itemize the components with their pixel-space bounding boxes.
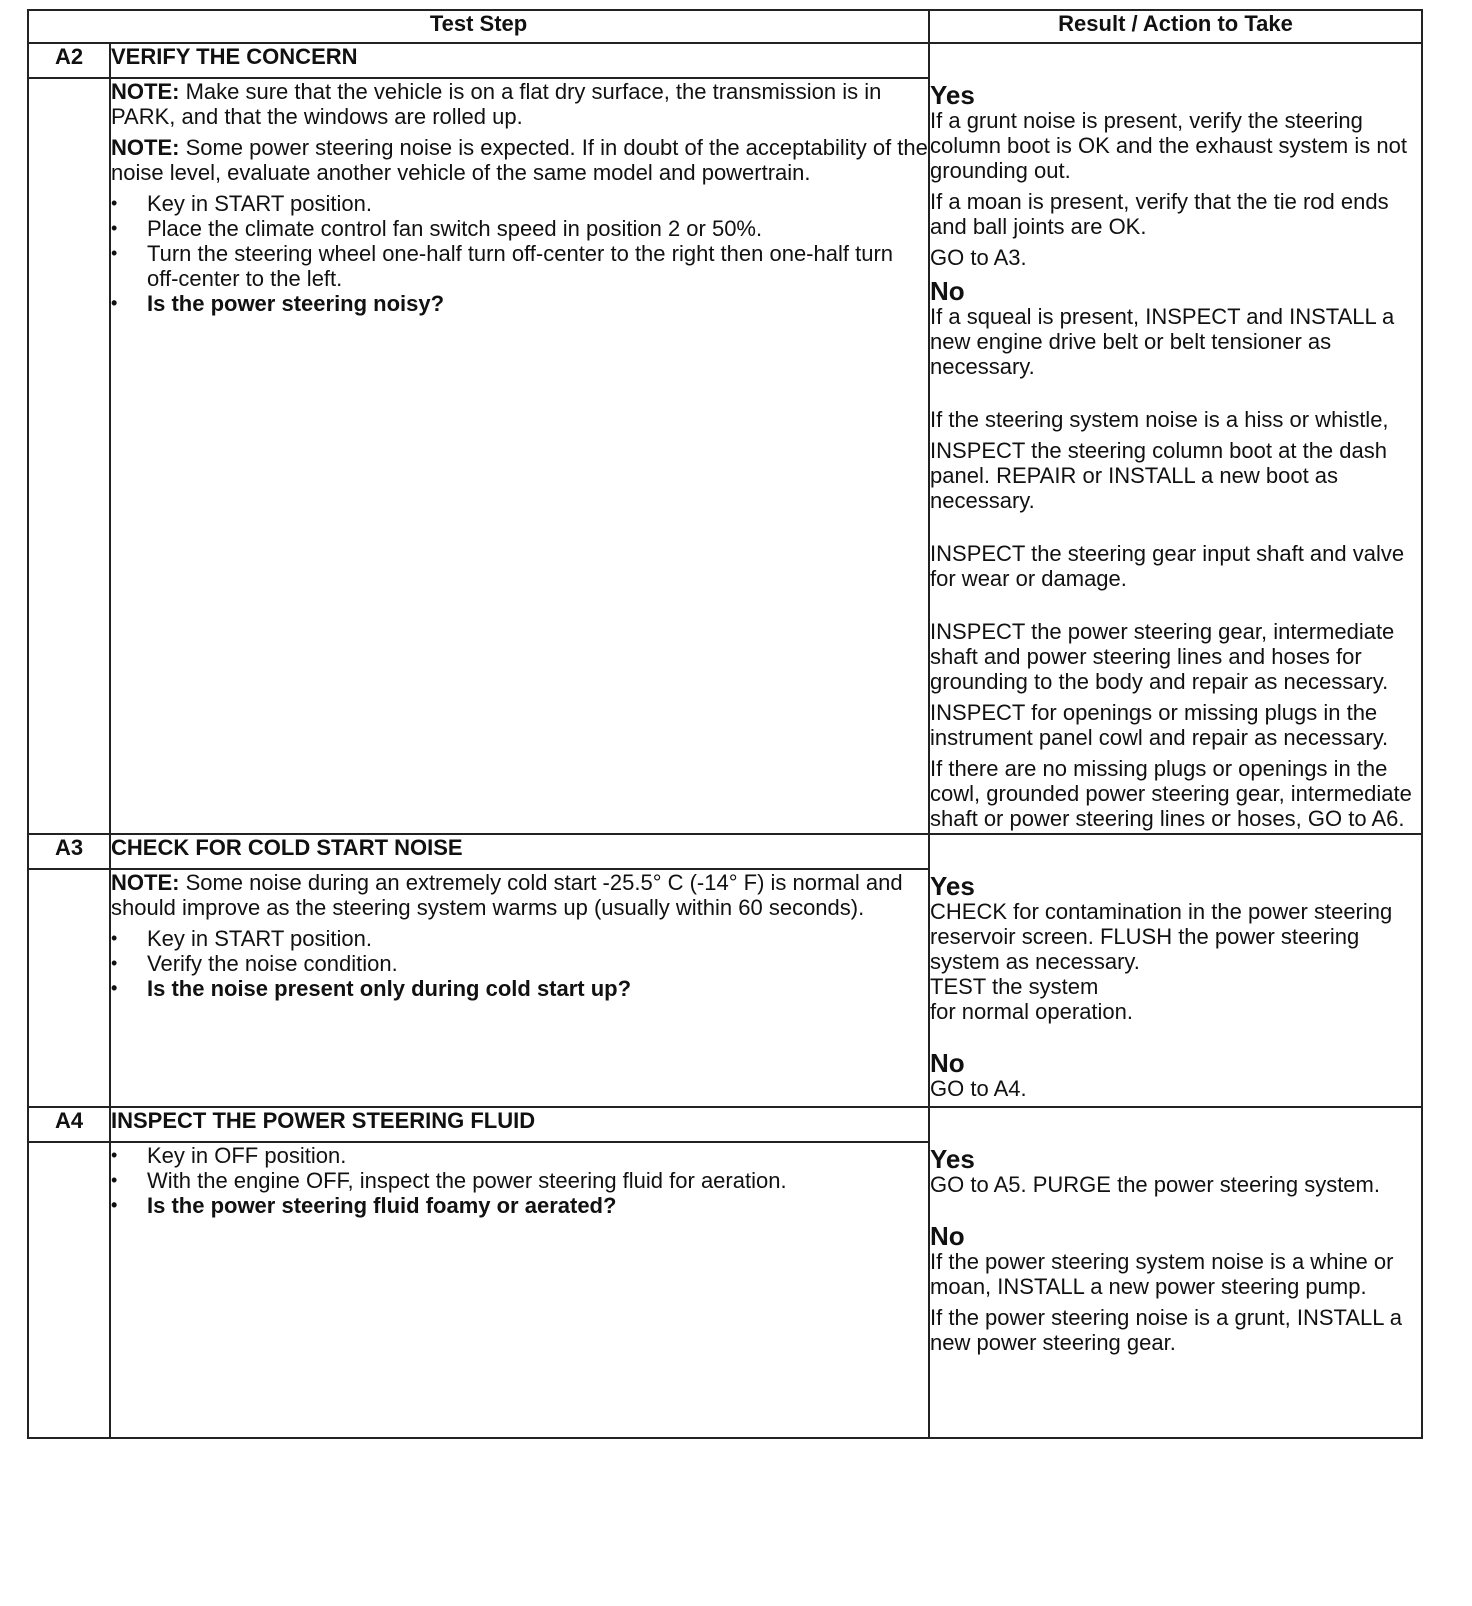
note: NOTE: Some noise during an extremely cold start -25.5° C (-14° F) is normal and should improve as the steering system warms up (usually within 60 seconds). xyxy=(111,870,903,920)
step-question: • Is the power steering noisy? xyxy=(111,291,928,316)
result-text: GO to A5. PURGE the power steering system. xyxy=(930,1172,1380,1197)
step-a4-body xyxy=(110,1142,929,1438)
list-item: • Place the climate control fan switch speed in position 2 or 50%. xyxy=(111,216,928,241)
header-row xyxy=(28,10,1422,43)
note: NOTE: Some power steering noise is expected. If in doubt of the acceptability of the noise level, evaluate another vehicle of the same model and powertrain. xyxy=(111,135,928,185)
step-title: VERIFY THE CONCERN xyxy=(110,43,929,78)
step-a3-body xyxy=(110,869,929,1107)
yes-label: Yes xyxy=(930,1144,975,1174)
result-text: INSPECT for openings or missing plugs in the instrument panel cowl and repair as necessary. xyxy=(930,700,1389,750)
step-question: • Is the power steering fluid foamy or aerated? xyxy=(111,1193,928,1218)
result-text: If there are no missing plugs or openings in the cowl, grounded power steering gear, intermediate shaft or power steering lines or hoses, GO to A6. xyxy=(930,756,1412,831)
result-text: INSPECT the steering column boot at the dash panel. REPAIR or INSTALL a new boot as necessary. xyxy=(930,438,1387,513)
result-text: If the steering system noise is a hiss or whistle, xyxy=(930,407,1389,432)
no-label: No xyxy=(930,1221,965,1251)
step-id: A2 xyxy=(28,43,110,78)
result-text: If a squeal is present, INSPECT and INSTALL a new engine drive belt or belt tensioner as necessary. xyxy=(930,304,1395,379)
step-a3-title-row xyxy=(28,834,1422,869)
list-item: • Key in START position. xyxy=(111,191,928,216)
result-text: CHECK for contamination in the power steering reservoir screen. FLUSH the power steering system as necessary. xyxy=(930,899,1393,974)
list-item: • With the engine OFF, inspect the power steering fluid for aeration. xyxy=(111,1168,928,1193)
step-id: A3 xyxy=(28,834,110,869)
list-item: • Key in START position. xyxy=(111,926,928,951)
result-text: If a grunt noise is present, verify the steering column boot is OK and the exhaust system is not grounding out. xyxy=(930,108,1407,183)
result-text: TEST the system xyxy=(930,974,1099,999)
result-text: for normal operation. xyxy=(930,999,1134,1024)
step-a4-result xyxy=(929,1107,1422,1438)
result-text: GO to A3. xyxy=(930,245,1027,270)
yes-label: Yes xyxy=(930,871,975,901)
step-a2-result xyxy=(929,43,1422,834)
yes-label: Yes xyxy=(930,80,975,110)
no-label: No xyxy=(930,1048,965,1078)
list-item: • Turn the steering wheel one-half turn off-center to the right then one-half turn off-center to the left. xyxy=(111,241,928,291)
header-test-step: Test Step xyxy=(28,10,929,43)
result-text: INSPECT the steering gear input shaft and valve for wear or damage. xyxy=(930,541,1405,591)
result-text: If a moan is present, verify that the tie rod ends and ball joints are OK. xyxy=(930,189,1389,239)
step-a4-title-row xyxy=(28,1107,1422,1142)
step-bullets xyxy=(111,191,928,316)
diagnostic-table xyxy=(27,9,1423,1439)
step-a2-body xyxy=(110,78,929,834)
step-question: • Is the noise present only during cold start up? xyxy=(111,976,928,1001)
result-text: INSPECT the power steering gear, intermediate shaft and power steering lines and hoses for grounding to the body and repair as necessary. xyxy=(930,619,1395,694)
result-text: GO to A4. xyxy=(930,1076,1027,1101)
note: NOTE: Make sure that the vehicle is on a flat dry surface, the transmission is in PARK, and that the windows are rolled up. xyxy=(111,79,882,129)
step-bullets xyxy=(111,1143,928,1218)
no-label: No xyxy=(930,276,965,306)
step-a3-result xyxy=(929,834,1422,1107)
step-bullets xyxy=(111,926,928,1001)
list-item: • Verify the noise condition. xyxy=(111,951,928,976)
result-text: If the power steering system noise is a whine or moan, INSTALL a new power steering pump. xyxy=(930,1249,1394,1299)
header-result-action: Result / Action to Take xyxy=(929,10,1422,43)
step-a2-title-row xyxy=(28,43,1422,78)
result-text: If the power steering noise is a grunt, INSTALL a new power steering gear. xyxy=(930,1305,1403,1355)
step-title: INSPECT THE POWER STEERING FLUID xyxy=(110,1107,929,1142)
step-id: A4 xyxy=(28,1107,110,1142)
list-item: • Key in OFF position. xyxy=(111,1143,928,1168)
step-title: CHECK FOR COLD START NOISE xyxy=(110,834,929,869)
